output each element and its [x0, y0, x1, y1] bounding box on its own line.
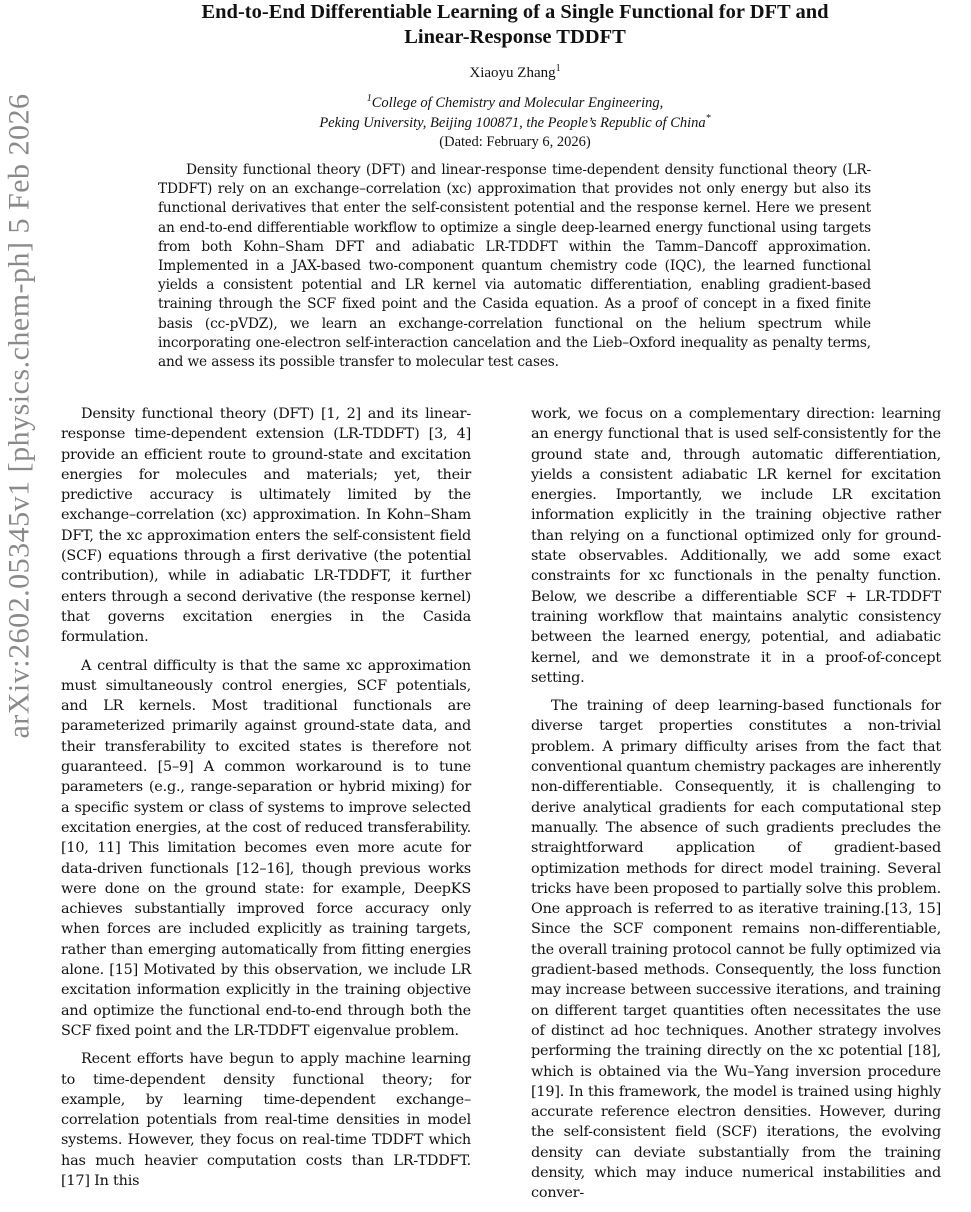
author-name: Xiaoyu Zhang: [469, 65, 556, 81]
affiliation-line-2: [120, 113, 910, 133]
paragraph-continued: work, we focus on a complementary direction: learning an energy functional that is used self-consistently for the ground state and, through automatic differentiation, yields a consistent adiabatic LR kernel for excitation energies. Importantly, we include LR excitation information explicitly in the training objective rather than relying on a functional optimized only for ground-state observables. Additionally, we add some exact constraints for xc functionals in the penalty function. Below, we describe a differentiable SCF + LR-TDDFT training workflow that maintains analytic consistency between the learned energy, potential, and adiabatic kernel, and we demonstrate it in a proof-of-concept setting.: [531, 406, 941, 686]
paper-title: [120, 0, 910, 50]
affiliation-mark: 1: [366, 93, 372, 105]
title-line-2: Linear-Response TDDFT: [404, 26, 626, 48]
affiliation: [120, 93, 910, 133]
affiliation-line-1: [120, 93, 910, 113]
arxiv-identifier: [2, 93, 38, 739]
paragraph-central-difficulty: A central difficulty is that the same xc approximation must simultaneously control energies, SCF potentials, and LR kernels. Most traditional functionals are parameterized primarily against ground-state data, and their transferability to excited states is therefore not guaranteed. [5–9] A common workaround is to tune parameters (e.g., range-separation or hybrid mixing) for a specific system or class of systems to improve selected excitation energies, at the cost of reduced transferability. [10, 11] This limitation becomes even more acute for data-driven functionals [12–16], though previous works were done on the ground state: for example, DeepKS achieves substantially improved force accuracy only when forces are included explicitly as training targets, rather than emerging automatically from fitting energies alone. [15] Motivated by this observation, we include LR excitation information explicitly in the training objective and optimize the functional end-to-end through both the SCF fixed point and the LR-TDDFT eigenvalue problem.: [61, 657, 471, 1039]
body-column-right: [531, 404, 941, 1212]
author: [120, 65, 910, 82]
body-column-left: [61, 404, 471, 1199]
affiliation-line-2-text: Peking University, Beijing 100871, the People’s Republic of China: [319, 115, 706, 131]
corresponding-author-mark: *: [705, 113, 711, 125]
dated-line: (Dated: February 6, 2026): [439, 134, 591, 150]
paragraph-training-problem: The training of deep learning-based functionals for diverse target properties constitutes a non-trivial problem. A primary difficulty arises from the fact that conventional quantum chemistry packages are inherently non-differentiable. Consequently, it is challenging to derive analytical gradients for each computational step manually. The absence of such gradients precludes the straightforward application of gradient-based optimization methods for direct model training. Several tricks have been proposed to partially solve this problem. One approach is referred to as iterative training.[13, 15] Since the SCF component remains non-differentiable, the overall training protocol cannot be fully optimized via gradient-based methods. Consequently, the loss function may increase between successive iterations, and training on different target quantities often necessitates the use of distinct ad hoc techniques. Another strategy involves performing the training directly on the xc potential [18], which is obtained via the Wu–Yang inversion procedure [19]. In this framework, the model is trained using highly accurate reference electron densities. However, during the self-consistent field (SCF) iterations, the evolving density can deviate substantially from the training density, which may induce numerical instabilities and conver-: [531, 698, 941, 1202]
arxiv-stamp-text: arXiv:2602.05345v1 [physics.chem-ph] 5 Feb 2026: [3, 93, 37, 739]
title-line-1: End-to-End Differentiable Learning of a Single Functional for DFT and: [201, 1, 829, 23]
author-affiliation-mark: 1: [555, 63, 561, 74]
affiliation-line-1-text: College of Chemistry and Molecular Engineering,: [371, 95, 664, 111]
paragraph-intro: Density functional theory (DFT) [1, 2] and its linear-response time-dependent extension (LR-TDDFT) [3, 4] provide an efficient route to ground-state and excitation energies for molecules and materials; yet, their predictive accuracy is ultimately limited by the exchange–correlation (xc) approximation. In Kohn–Sham DFT, the xc approximation enters the self-consistent field (SCF) equations through a first derivative (the potential contribution), while in adiabatic LR-TDDFT, it further enters through a second derivative (the response kernel) that governs excitation energies in the Casida formulation.: [61, 406, 471, 646]
paragraph-recent-efforts: Recent efforts have begun to apply machine learning to time-dependent density functional theory; for example, by learning time-dependent exchange–correlation potentials from real-time densities in model systems. However, they focus on real-time TDDFT which has much heavier computation costs than LR-TDDFT. [17] In this: [61, 1051, 471, 1189]
abstract: Density functional theory (DFT) and linear-response time-dependent density functional theory (LR-TDDFT) rely on an exchange–correlation (xc) approximation that provides not only energy but also its functional derivatives that enter the self-consistent potential and the response kernel. Here we present an end-to-end differentiable workflow to optimize a single deep-learned energy functional using targets from both Kohn–Sham DFT and adiabatic LR-TDDFT within the Tamm–Dancoff approximation. Implemented in a JAX-based two-component quantum chemistry code (IQC), the learned functional yields a consistent potential and LR kernel via automatic differentiation, enabling gradient-based training through the SCF fixed point and the Casida equation. As a proof of concept in a fixed finite basis (cc-pVDZ), we learn an exchange-correlation functional on the helium spectrum while incorporating one-electron self-interaction cancelation and the Lieb–Oxford inequality as penalty terms, and we assess its possible transfer to molecular test cases.: [158, 162, 871, 371]
